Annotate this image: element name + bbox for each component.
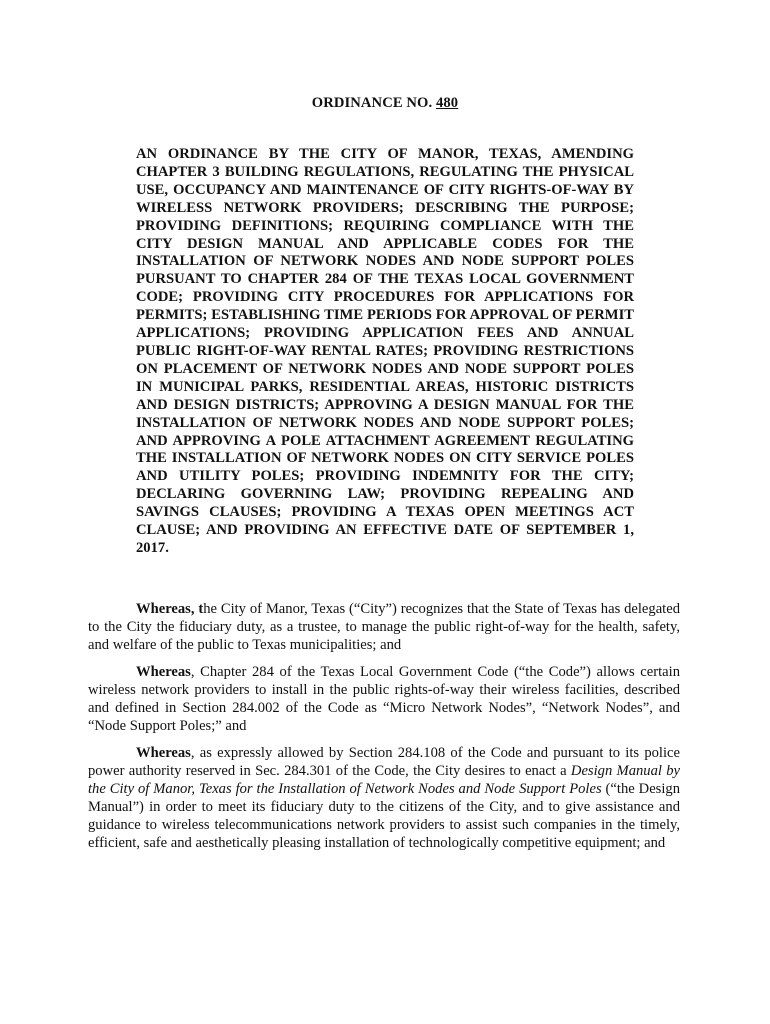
whereas-lead: Whereas, t (136, 601, 204, 617)
whereas-paragraph-3 (88, 745, 680, 852)
paragraph-text: (“the Design Manual”) in order to meet its fiduciary duty to the citizens of the City, and to give assistance and guidance to wireless telecommunications network providers to assist such companies in the timely, efficient, safe and aesthetically pleasing installation of technologically competitive equipment; and (88, 780, 680, 851)
paragraph-text: , Chapter 284 of the Texas Local Government Code (“the Code”) allows certain wireless network providers to install in the public rights-of-way their wireless facilities, described and defined in Section 284.002 of the Code as “Micro Network Nodes”, “Network Nodes”, and “Node Support Poles;” and (88, 664, 680, 734)
paragraph-text: he City of Manor, Texas (“City”) recognizes that the State of Texas has delegated to the City the fiduciary duty, as a trustee, to manage the public right-of-way for the health, safety, and welfare of the public to Texas municipalities; and (88, 601, 681, 653)
whereas-lead: Whereas (136, 664, 191, 680)
ordinance-title (0, 94, 770, 112)
whereas-paragraph-2 (88, 664, 680, 736)
paragraph-text: , as expressly allowed by Section 284.108 of the Code and pursuant to its police power authority reserved in Sec. 284.301 of the Code, the City desires to enact a (88, 745, 680, 779)
ordinance-caption: AN ORDINANCE BY THE CITY OF MANOR, TEXAS, AMENDING CHAPTER 3 BUILDING REGULATIONS, REGULATING THE PHYSICAL USE, OCCUPANCY AND MAINTENANCE OF CITY RIGHTS-OF-WAY BY WIRELESS NETWORK PROVIDERS; DESCRIBING THE PURPOSE; PROVIDING DEFINITIONS; REQUIRING COMPLIANCE WITH THE CITY DESIGN MANUAL AND APPLICABLE CODES FOR THE INSTALLATION OF NETWORK NODES AND NODE SUPPORT POLES PURSUANT TO CHAPTER 284 OF THE TEXAS LOCAL GOVERNMENT CODE; PROVIDING CITY PROCEDURES FOR APPLICATIONS FOR PERMITS; ESTABLISHING TIME PERIODS FOR APPROVAL OF PERMIT APPLICATIONS; PROVIDING APPLICATION FEES AND ANNUAL PUBLIC RIGHT-OF-WAY RENTAL RATES; PROVIDING RESTRICTIONS ON PLACEMENT OF NETWORK NODES AND NODE SUPPORT POLES IN MUNICIPAL PARKS, RESIDENTIAL AREAS, HISTORIC DISTRICTS AND DESIGN DISTRICTS; APPROVING A DESIGN MANUAL FOR THE INSTALLATION OF NETWORK NODES AND NODE SUPPORT POLES; AND APPROVING A POLE ATTACHMENT AGREEMENT REGULATING THE INSTALLATION OF NETWORK NODES ON CITY SERVICE POLES AND UTILITY POLES; PROVIDING INDEMNITY FOR THE CITY; DECLARING GOVERNING LAW; PROVIDING REPEALING AND SAVINGS CLAUSES; PROVIDING A TEXAS OPEN MEETINGS ACT CLAUSE; AND PROVIDING AN EFFECTIVE DATE OF SEPTEMBER 1, 2017. (136, 146, 634, 556)
design-manual-title: Design Manual by the City of Manor, Texas for the Installation of Network Nodes and Node Support Poles (88, 762, 680, 797)
whereas-paragraph-1 (88, 601, 680, 655)
whereas-lead: Whereas (136, 745, 191, 761)
ordinance-title-prefix: ORDINANCE NO. (311, 95, 437, 111)
ordinance-number: 480 (436, 95, 459, 111)
